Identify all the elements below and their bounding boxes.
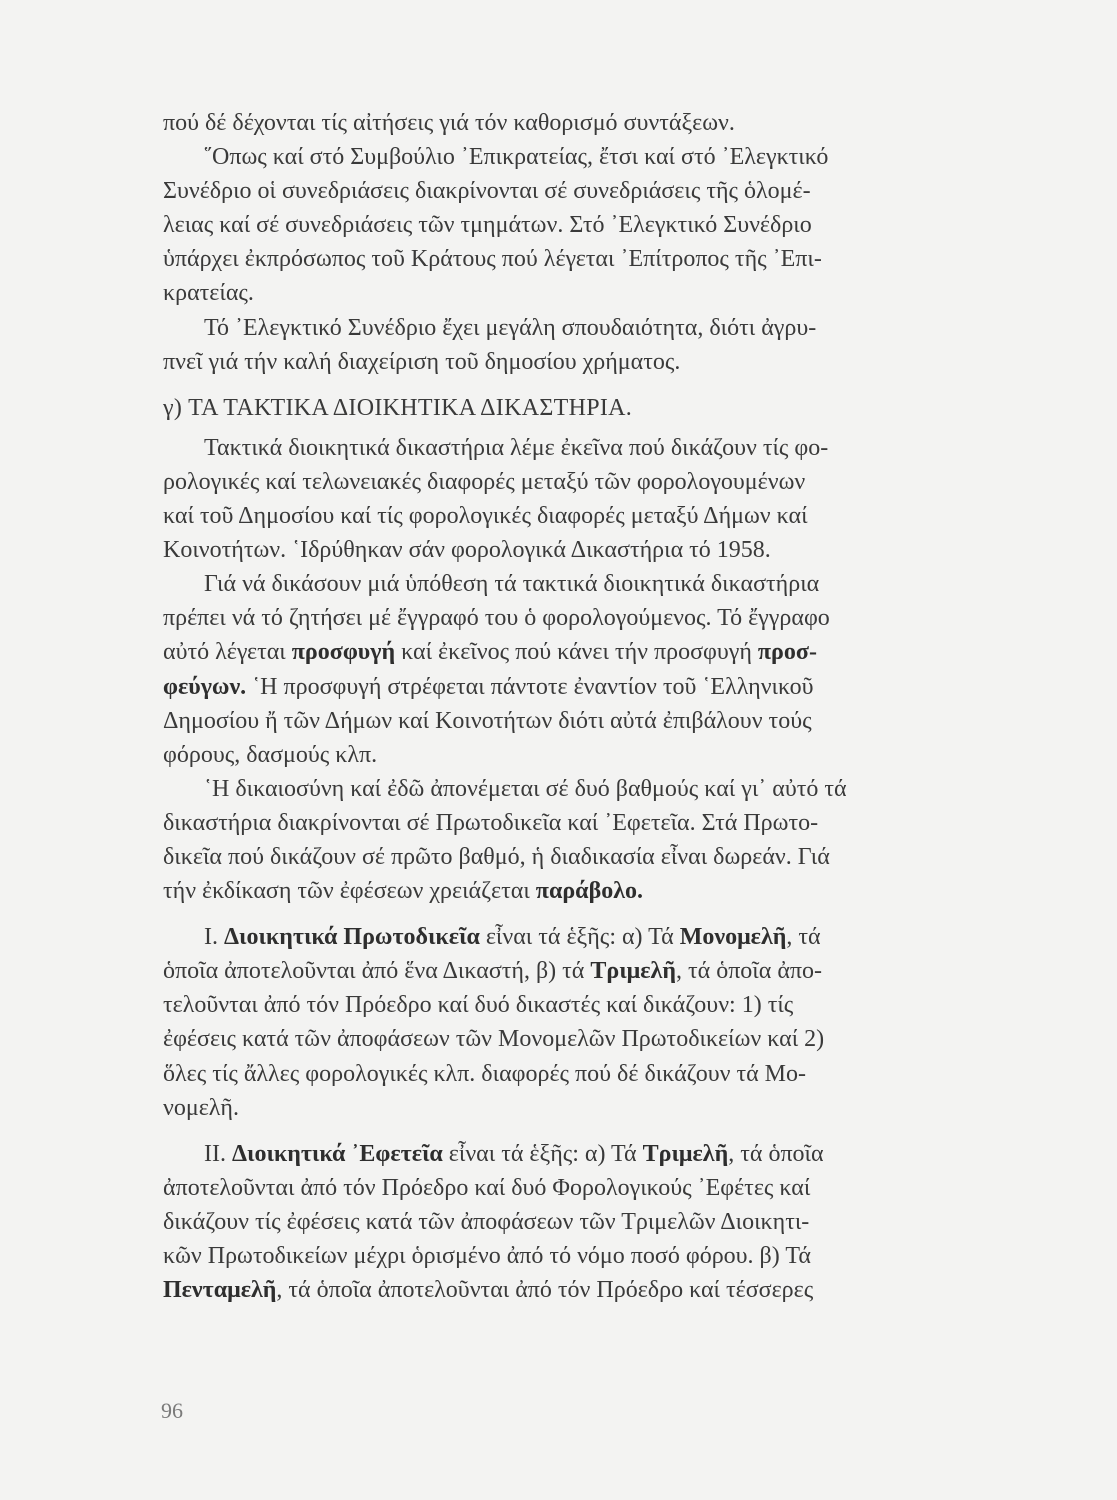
text-line xyxy=(163,431,1011,465)
line-content xyxy=(163,174,811,208)
line-content xyxy=(163,738,377,772)
text-run: τελοῦνται ἀπό τόν Πρόεδρο καί δυό δικαστές καί δικάζουν: 1) τίς xyxy=(163,992,794,1019)
text-run: , τά ὁποῖα ἀποτελοῦνται ἀπό τόν Πρόεδρο καί τέσσερες xyxy=(276,1277,814,1304)
text-line xyxy=(163,140,1011,174)
text-run: ὅλες τίς ἄλλες φορολογικές κλπ. διαφορές πού δέ δικάζουν τά Μο- xyxy=(163,1060,806,1087)
text-run: πού δέ δέχονται τίς αἰτήσεις γιά τόν καθορισμό συντάξεων. xyxy=(163,110,735,136)
text-run: κῶν Πρωτοδικείων μέχρι ὁρισμένο ἀπό τό νόμο ποσό φόρου. β) Τά xyxy=(163,1243,811,1269)
line-content xyxy=(163,106,735,140)
line-content xyxy=(163,1091,239,1125)
text-run: ῾Η δικαιοσύνη καί ἐδῶ ἀπονέμεται σέ δυό βαθμούς καί γι᾿ αὐτό τά xyxy=(204,775,847,802)
line-content xyxy=(163,635,817,669)
text-run: καί τοῦ Δημοσίου καί τίς φορολογικές διαφορές μεταξύ Δήμων καί xyxy=(163,503,808,530)
line-content xyxy=(163,242,822,276)
line-content xyxy=(204,140,828,174)
text-run: πνεῖ γιά τήν καλή διαχείριση τοῦ δημοσίου χρήματος. xyxy=(163,348,681,375)
line-content xyxy=(163,465,805,499)
text-run: δικαστήρια διακρίνονται σέ Πρωτοδικεῖα καί ᾿Εφετεῖα. Στά Πρωτο- xyxy=(163,809,819,836)
text-line xyxy=(163,1022,1011,1056)
line-content xyxy=(204,567,819,601)
text-run: , τά ὁποῖα ἀπο- xyxy=(675,958,823,985)
text-run: λειας καί σέ συνεδριάσεις τῶν τμημάτων. Στό ᾿Ελεγκτικό Συνέδριο xyxy=(163,212,812,239)
text-line xyxy=(163,1057,1011,1091)
text-line xyxy=(163,276,1011,310)
bold-term: προσφυγή xyxy=(291,639,396,666)
text-run: ρολογικές καί τελωνειακές διαφορές μεταξύ τῶν φορολογουμένων xyxy=(163,468,806,495)
text-line xyxy=(163,954,1011,988)
text-line xyxy=(163,920,1011,954)
bold-term: προσ- xyxy=(757,639,817,666)
page-number: 96 xyxy=(161,1398,183,1423)
text-line xyxy=(163,988,1011,1022)
text-line xyxy=(163,874,1011,908)
text-line xyxy=(163,738,1011,772)
text-line xyxy=(163,635,1011,669)
text-run: κρατείας. xyxy=(163,280,254,307)
line-content xyxy=(163,874,643,908)
text-run: ὑπάρχει ἐκπρόσωπος τοῦ Κράτους πού λέγεται ᾿Επίτροπος τῆς ᾿Επι- xyxy=(163,246,822,273)
text-run: γ) ΤΑ ΤΑΚΤΙΚΑ ΔΙΟΙΚΗΤΙΚΑ ΔΙΚΑΣΤΗΡΙΑ. xyxy=(163,394,633,421)
text-run: Τακτικά διοικητικά δικαστήρια λέμε ἐκεῖνα πού δικάζουν τίς φο- xyxy=(204,434,829,461)
text-run: Ι. xyxy=(204,924,224,951)
text-line xyxy=(163,601,1011,635)
text-run: εἶναι τά ἑξῆς: α) Τά xyxy=(479,924,680,951)
text-run: εἶναι τά ἑξῆς: α) Τά xyxy=(442,1140,643,1167)
text-line xyxy=(163,670,1011,704)
text-run: ὁποῖα ἀποτελοῦνται ἀπό ἕνα Δικαστή, β) τά xyxy=(163,958,591,985)
text-run: Κοινοτήτων. ῾Ιδρύθηκαν σάν φορολογικά Δικαστήρια τό 1958. xyxy=(163,537,771,564)
line-content xyxy=(163,391,632,425)
text-run: καί ἐκεῖνος πού κάνει τήν προσφυγή xyxy=(395,639,758,666)
text-line xyxy=(163,465,1011,499)
text-line xyxy=(163,840,1011,874)
text-line xyxy=(163,106,1011,140)
text-line xyxy=(163,1205,1011,1239)
text-run: Συνέδριο οἱ συνεδριάσεις διακρίνονται σέ συνεδριάσεις τῆς ὁλομέ- xyxy=(163,178,811,205)
bold-term: Τριμελῆ xyxy=(642,1140,729,1167)
line-content xyxy=(204,920,821,954)
line-content xyxy=(163,533,771,567)
text-run: ῾Η προσφυγή στρέφεται πάντοτε ἐναντίον τοῦ ῾Ελληνικοῦ xyxy=(246,673,814,700)
text-run: νομελῆ. xyxy=(163,1094,239,1121)
text-run: αὐτό λέγεται xyxy=(163,639,292,666)
line-content xyxy=(204,431,828,465)
line-content xyxy=(163,208,812,242)
text-line xyxy=(163,1171,1011,1205)
text-line xyxy=(163,1091,1011,1125)
bold-term: Διοικητικά Πρωτοδικεῖα xyxy=(224,924,480,951)
bold-term: Διοικητικά ᾿Εφετεῖα xyxy=(231,1140,443,1167)
text-line xyxy=(163,174,1011,208)
line-content xyxy=(163,704,812,738)
line-content xyxy=(163,1205,809,1239)
text-run: , τά xyxy=(786,924,821,951)
text-line xyxy=(163,704,1011,738)
line-content xyxy=(163,806,818,840)
text-line xyxy=(163,806,1011,840)
line-content xyxy=(163,954,822,988)
text-line xyxy=(163,1239,1011,1273)
text-line xyxy=(163,345,1011,379)
text-run: Τό ᾿Ελεγκτικό Συνέδριο ἔχει μεγάλη σπουδαιότητα, διότι ἀγρυ- xyxy=(204,314,817,341)
text-line xyxy=(163,311,1011,345)
line-content xyxy=(204,1137,824,1171)
bold-term: Μονομελῆ xyxy=(679,924,787,951)
text-run: ἐφέσεις κατά τῶν ἀποφάσεων τῶν Μονομελῶν Πρωτοδικείων καί 2) xyxy=(163,1026,825,1053)
section-heading xyxy=(163,391,1011,425)
line-content xyxy=(163,601,830,635)
line-content xyxy=(163,1022,824,1056)
bold-term: Πενταμελῆ xyxy=(163,1277,277,1304)
text-run: , τά ὁποῖα xyxy=(728,1140,824,1167)
bold-term: Τριμελῆ xyxy=(590,958,676,985)
bold-term: φεύγων. xyxy=(163,673,247,700)
page-body xyxy=(163,106,1011,1307)
line-content xyxy=(163,499,808,533)
text-line xyxy=(163,499,1011,533)
bold-term: παράβολο. xyxy=(535,878,644,905)
text-run: ἀποτελοῦνται ἀπό τόν Πρόεδρο καί δυό Φορολογικούς ᾿Εφέτες καί xyxy=(163,1174,811,1201)
text-run: δικεῖα πού δικάζουν σέ πρῶτο βαθμό, ἡ διαδικασία εἶναι δωρεάν. Γιά xyxy=(163,843,830,870)
line-content xyxy=(163,1239,811,1273)
text-line xyxy=(163,1273,1011,1307)
text-run: ῞Οπως καί στό Συμβούλιο ᾿Επικρατείας, ἔτσι καί στό ᾿Ελεγκτικό xyxy=(204,144,829,171)
text-line xyxy=(163,208,1011,242)
line-content xyxy=(163,1273,813,1307)
line-content xyxy=(163,345,680,379)
text-run: ΙΙ. xyxy=(204,1140,232,1167)
text-run: φόρους, δασμούς κλπ. xyxy=(163,741,378,768)
line-content xyxy=(163,840,830,874)
text-run: πρέπει νά τό ζητήσει μέ ἔγγραφό του ὁ φορολογούμενος. Τό ἔγγραφο xyxy=(163,605,830,632)
line-content xyxy=(163,670,813,704)
line-content xyxy=(204,311,816,345)
text-run: τήν ἐκδίκαση τῶν ἐφέσεων χρειάζεται xyxy=(163,878,536,905)
text-line xyxy=(163,533,1011,567)
text-run: Γιά νά δικάσουν μιά ὑπόθεση τά τακτικά διοικητικά δικαστήρια xyxy=(204,571,820,598)
text-line xyxy=(163,1137,1011,1171)
text-run: δικάζουν τίς ἐφέσεις κατά τῶν ἀποφάσεων τῶν Τριμελῶν Διοικητι- xyxy=(163,1208,810,1235)
line-content xyxy=(163,1171,810,1205)
line-content xyxy=(204,772,847,806)
text-line xyxy=(163,242,1011,276)
line-content xyxy=(163,1057,806,1091)
line-content xyxy=(163,988,793,1022)
line-content xyxy=(163,276,254,310)
text-run: Δημοσίου ἤ τῶν Δήμων καί Κοινοτήτων διότι αὐτά ἐπιβάλουν τούς xyxy=(163,707,812,734)
text-line xyxy=(163,772,1011,806)
text-line xyxy=(163,567,1011,601)
